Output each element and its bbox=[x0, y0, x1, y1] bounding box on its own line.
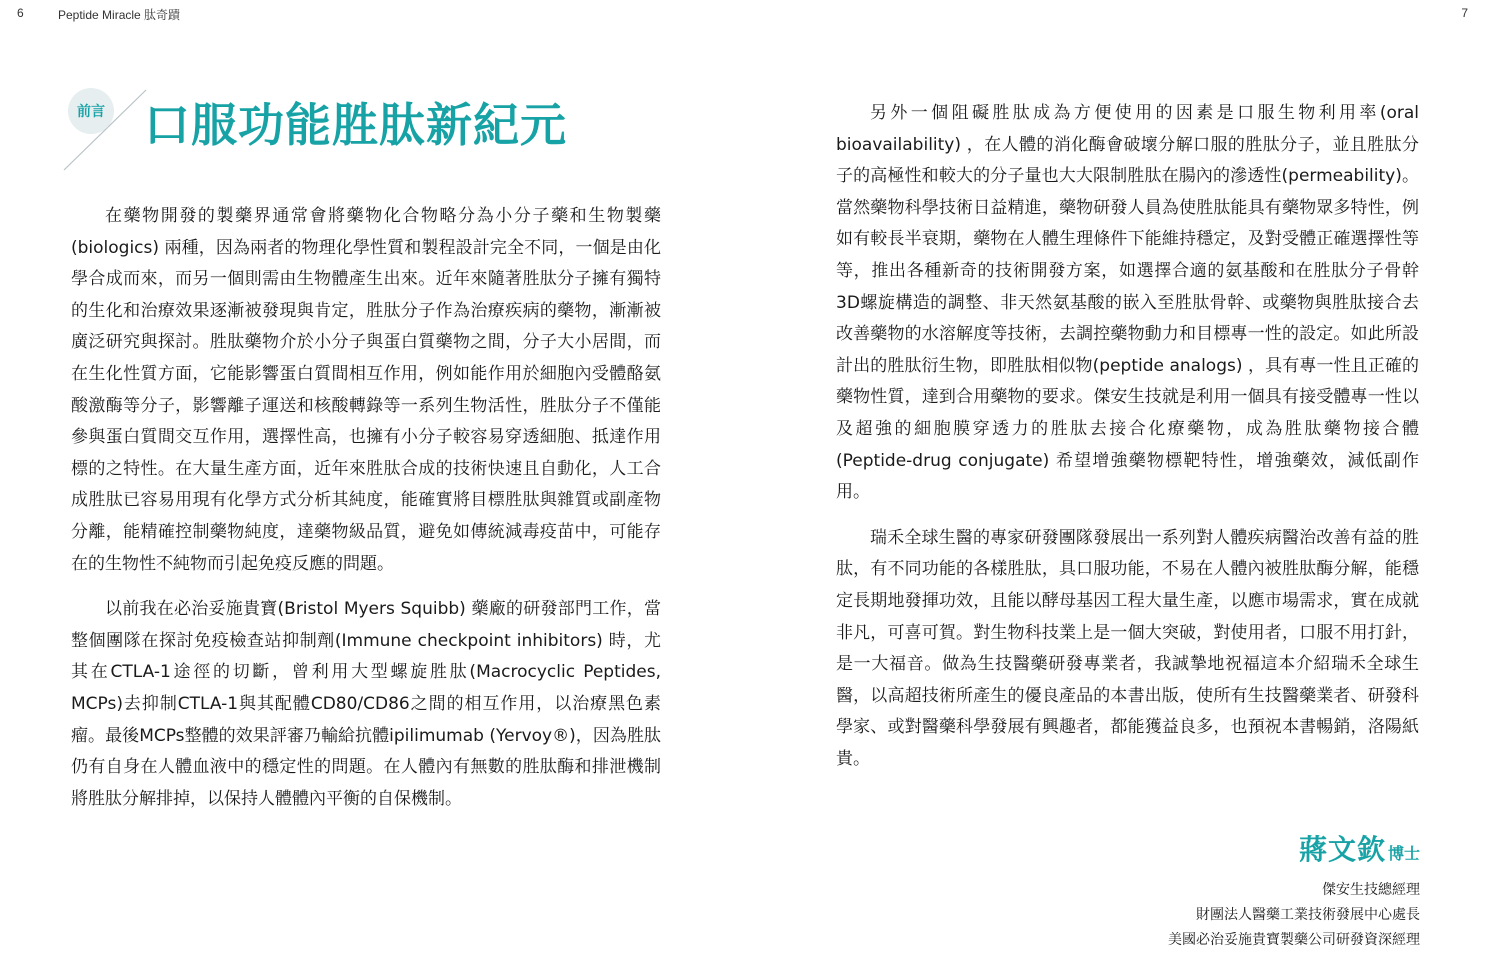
preface-badge: 前言 bbox=[68, 88, 114, 134]
body-paragraph: 以前我在必治妥施貴寶(Bristol Myers Squibb) 藥廠的研發部門工作，當整個團隊在探討免疫檢查站抑制劑(Immune checkpoint inhibitors) 時，尤其在CTLA-1途徑的切斷，曾利用大型螺旋胜肽(Macrocyclic Peptides, MCPs)去抑制CTLA-1與其配體CD80/CD86之間的相互作用，以治療黑色素瘤。最後MCPs整體的效果評審乃輸給抗體ipilimumab (Yervoy®)，因為胜肽仍有自身在人體血液中的穩定性的問題。在人體內有無數的胜肽酶和排泄機制將胜肽分解排掉，以保持人體體內平衡的自保機制。 bbox=[71, 599, 661, 809]
body-paragraph: 在藥物開發的製藥界通常會將藥物化合物略分為小分子藥和生物製藥 (biologics) 兩種，因為兩者的物理化學性質和製程設計完全不同，一個是由化學合成而來，而另一個則需由生物體產生出來。近年來隨著胜肽分子擁有獨特的生化和治療效果逐漸被發現與肯定，胜肽分子作為治療疾病的藥物，漸漸被廣泛研究與探討。胜肽藥物介於小分子與蛋白質藥物之間，分子大小居間，而在生化性質方面，它能影響蛋白質間相互作用，例如能作用於細胞內受體酪氨酸激酶等分子，影響離子運送和核酸轉錄等一系列生物活性，胜肽分子不僅能參與蛋白質間交互作用，選擇性高，也擁有小分子較容易穿透細胞、抵達作用標的之特性。在大量生產方面，近年來胜肽合成的技術快速且自動化，人工合成胜肽已容易用現有化學方式分析其純度，能確實將目標胜肽與雜質或副產物分離，能精確控制藥物純度，達藥物級品質，避免如傳統減毒疫苗中，可能存在的生物性不純物而引起免疫反應的問題。 bbox=[71, 206, 661, 574]
author-name: 蔣文欽 bbox=[1298, 833, 1386, 866]
running-head-book-title: Peptide Miracle 肽奇蹟 bbox=[58, 8, 181, 22]
left-page bbox=[0, 0, 749, 946]
author-role: 財團法人醫藥工業技術發展中心處長 bbox=[1196, 907, 1420, 923]
left-body-text bbox=[71, 201, 661, 815]
author-title: 博士 bbox=[1387, 844, 1420, 863]
body-paragraph: 另外一個阻礙胜肽成為方便使用的因素是口服生物利用率(oral bioavailability) ，在人體的消化酶會破壞分解口服的胜肽分子，並且胜肽分子的高極性和較大的分子量也大大限制胜肽在腸內的滲透性(permeability)。當然藥物科學技術日益精進，藥物研發人員為使胜肽能具有藥物眾多特性，例如有較長半衰期，藥物在人體生理條件下能維持穩定，及對受體正確選擇性等等，推出各種新奇的技術開發方案，如選擇合適的氨基酸和在胜肽分子骨幹3D螺旋構造的調整、非天然氨基酸的嵌入至胜肽骨幹、或藥物與胜肽接合去改善藥物的水溶解度等技術，去調控藥物動力和目標專一性的設定。如此所設計出的胜肽衍生物，即胜肽相似物(peptide analogs) ，具有專一性且正確的藥物性質，達到合用藥物的要求。傑安生技就是利用一個具有接受體專一性以及超強的細胞膜穿透力的胜肽去接合化療藥物，成為胜肽藥物接合體(Peptide-drug conjugate) 希望增強藥物標靶特性，增強藥效，減低副作用。 bbox=[836, 103, 1419, 503]
author-role: 傑安生技總經理 bbox=[1322, 882, 1420, 898]
left-page-number: 6 bbox=[17, 6, 24, 20]
right-page bbox=[749, 0, 1498, 946]
signature-block bbox=[1168, 828, 1420, 953]
chapter-title: 口服功能胜肽新紀元 bbox=[144, 98, 567, 152]
author-line bbox=[1168, 828, 1420, 868]
body-paragraph: 瑞禾全球生醫的專家研發團隊發展出一系列對人體疾病醫治改善有益的胜肽，有不同功能的各樣胜肽，具口服功能，不易在人體內被胜肽酶分解，能穩定長期地發揮功效，且能以酵母基因工程大量生產，以應市場需求，實在成就非凡，可喜可賀。對生物科技業上是一個大突破，對使用者，口服不用打針，是一大福音。做為生技醫藥研發專業者，我誠摯地祝福這本介紹瑞禾全球生醫，以高超技術所產生的優良產品的本書出版，使所有生技醫藥業者、研發科學家、或對醫藥科學發展有興趣者，都能獲益良多，也預祝本書暢銷，洛陽紙貴。 bbox=[836, 527, 1419, 769]
author-role: 美國必治妥施貴寶製藥公司研發資深經理 bbox=[1168, 932, 1420, 948]
right-page-number: 7 bbox=[1461, 6, 1468, 20]
right-body-text bbox=[836, 98, 1419, 775]
